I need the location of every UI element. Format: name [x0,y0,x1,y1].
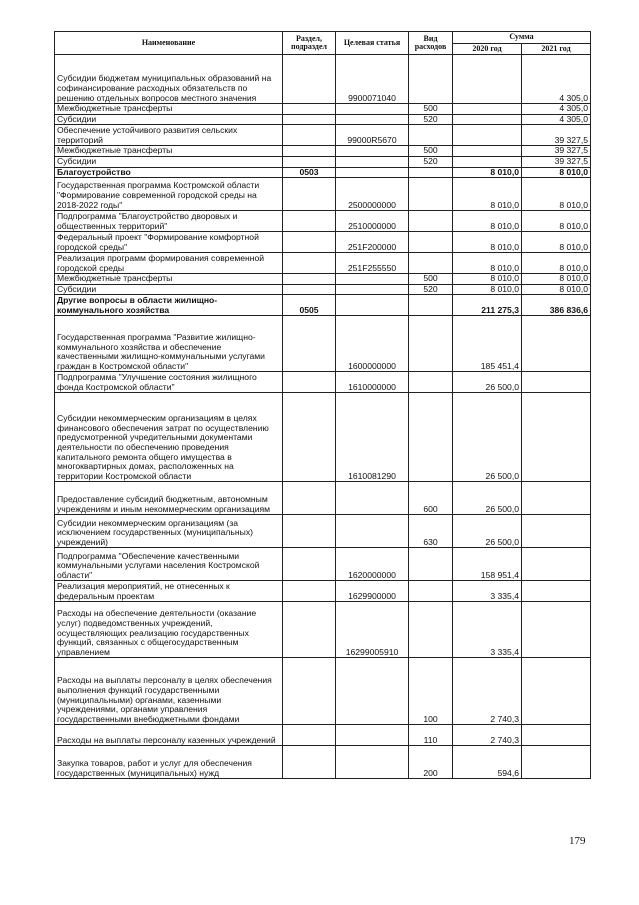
header-kind: Вид расходов [409,32,453,55]
row-target [336,658,409,725]
row-sum-2020 [453,104,522,115]
row-sum-2021: 39 327,5 [522,156,591,167]
row-target: 2510000000 [336,211,409,232]
row-section [283,146,336,157]
row-name: Субсидии бюджетам муниципальных образований на софинансирование расходных обязательств по решению отдельных вопросов местного значения [55,55,283,104]
row-target: 1620000000 [336,548,409,581]
row-name: Закупка товаров, работ и услуг для обеспечения государственных (муниципальных) нужд [55,746,283,779]
row-sum-2020 [453,125,522,146]
row-name: Подпрограмма "Благоустройство дворовых и общественных территорий" [55,211,283,232]
row-sum-2020: 26 500,0 [453,393,522,482]
row-target: 9900071040 [336,55,409,104]
row-sum-2020: 8 010,0 [453,232,522,253]
header-target: Целевая статья [336,32,409,55]
header-name: Наименование [55,32,283,55]
row-sum-2021: 4 305,0 [522,114,591,125]
row-kind: 600 [409,482,453,515]
row-sum-2021: 8 010,0 [522,167,591,178]
table-row [55,295,591,316]
row-kind: 110 [409,725,453,746]
header-year-2020: 2020 год [453,43,522,55]
row-target [336,167,409,178]
table-row [55,146,591,157]
table-row [55,658,591,725]
row-sum-2020: 594,6 [453,746,522,779]
row-sum-2021 [522,746,591,779]
row-sum-2021 [522,581,591,602]
row-sum-2021 [522,482,591,515]
row-kind [409,253,453,274]
row-section [283,104,336,115]
row-target: 251F200000 [336,232,409,253]
table-row [55,232,591,253]
row-sum-2021: 39 327,5 [522,125,591,146]
header-section: Раздел, подраздел [283,32,336,55]
budget-table [54,31,591,779]
row-name: Субсидии [55,114,283,125]
row-sum-2021 [522,548,591,581]
row-name: Межбюджетные трансферты [55,146,283,157]
row-kind: 520 [409,114,453,125]
row-section [283,602,336,658]
row-section [283,515,336,548]
header-year-2021: 2021 год [522,43,591,55]
row-name: Подпрограмма "Улучшение состояния жилищного фонда Костромской области" [55,372,283,393]
table-row [55,211,591,232]
table-row [55,114,591,125]
row-sum-2021: 4 305,0 [522,55,591,104]
row-sum-2021 [522,658,591,725]
row-sum-2020: 185 451,4 [453,316,522,372]
row-kind [409,581,453,602]
row-name: Другие вопросы в области жилищно-коммунального хозяйства [55,295,283,316]
row-target [336,284,409,295]
row-target [336,156,409,167]
row-section [283,125,336,146]
row-name: Межбюджетные трансферты [55,104,283,115]
row-sum-2020: 26 500,0 [453,515,522,548]
row-section [283,156,336,167]
row-sum-2020: 8 010,0 [453,284,522,295]
row-section [283,316,336,372]
row-target: 99000R5670 [336,125,409,146]
row-kind: 520 [409,284,453,295]
row-target [336,295,409,316]
row-sum-2021 [522,316,591,372]
row-section [283,372,336,393]
row-name: Межбюджетные трансферты [55,274,283,285]
header-sum: Сумма [453,32,591,44]
row-sum-2021 [522,725,591,746]
row-kind [409,125,453,146]
table-row [55,125,591,146]
row-sum-2021 [522,372,591,393]
row-section [283,55,336,104]
row-sum-2021: 8 010,0 [522,232,591,253]
table-row [55,316,591,372]
row-section [283,746,336,779]
row-sum-2020 [453,114,522,125]
row-target [336,146,409,157]
row-name: Расходы на выплаты персоналу казенных учреждений [55,725,283,746]
table-row [55,274,591,285]
row-sum-2020: 211 275,3 [453,295,522,316]
table-row [55,725,591,746]
row-sum-2020 [453,156,522,167]
row-kind [409,55,453,104]
row-section [283,393,336,482]
row-kind [409,178,453,211]
row-section [283,658,336,725]
row-target [336,725,409,746]
row-sum-2021 [522,602,591,658]
row-sum-2020: 8 010,0 [453,178,522,211]
row-name: Субсидии некоммерческим организациям (за исключением государственных (муниципальных) учреждений) [55,515,283,548]
table-row [55,167,591,178]
row-section: 0503 [283,167,336,178]
row-section [283,482,336,515]
row-sum-2020: 3 335,4 [453,602,522,658]
page-number: 179 [569,835,586,847]
row-sum-2021: 386 836,6 [522,295,591,316]
row-kind: 630 [409,515,453,548]
row-sum-2020: 26 500,0 [453,482,522,515]
table-row [55,581,591,602]
row-name: Субсидии [55,156,283,167]
table-row [55,393,591,482]
table-row [55,104,591,115]
row-section [283,253,336,274]
row-section [283,284,336,295]
table-row [55,548,591,581]
row-sum-2021: 8 010,0 [522,178,591,211]
row-target: 1610081290 [336,393,409,482]
row-sum-2020: 3 335,4 [453,581,522,602]
row-sum-2020: 8 010,0 [453,167,522,178]
row-section [283,725,336,746]
row-sum-2021 [522,393,591,482]
row-name: Расходы на выплаты персоналу в целях обеспечения выполнения функций государственными (муниципальными) органами, казенными учреждениями, органами управления государственными внебюджетными фондами [55,658,283,725]
table-body [55,55,591,779]
row-kind [409,316,453,372]
row-kind: 200 [409,746,453,779]
table-row [55,253,591,274]
row-kind: 520 [409,156,453,167]
row-kind: 500 [409,274,453,285]
row-sum-2021: 4 305,0 [522,104,591,115]
table-row [55,372,591,393]
row-kind [409,295,453,316]
row-name: Государственная программа "Развитие жилищно-коммунального хозяйства и обеспечение качественными жилищно-коммунальными услугами граждан в Костромской области" [55,316,283,372]
row-kind [409,393,453,482]
row-target [336,515,409,548]
row-target [336,104,409,115]
row-sum-2021 [522,515,591,548]
row-sum-2021: 8 010,0 [522,211,591,232]
row-target [336,746,409,779]
row-name: Реализация мероприятий, не отнесенных к федеральным проектам [55,581,283,602]
row-target: 1610000000 [336,372,409,393]
row-sum-2021: 39 327,5 [522,146,591,157]
row-name: Предоставление субсидий бюджетным, автономным учреждениям и иным некоммерческим организациям [55,482,283,515]
row-sum-2021: 8 010,0 [522,253,591,274]
row-sum-2021: 8 010,0 [522,274,591,285]
row-target: 2500000000 [336,178,409,211]
table-row [55,55,591,104]
row-sum-2020: 8 010,0 [453,274,522,285]
row-section [283,581,336,602]
table-row [55,156,591,167]
row-sum-2020: 8 010,0 [453,253,522,274]
row-section [283,178,336,211]
row-name: Субсидии [55,284,283,295]
table-row [55,482,591,515]
row-kind [409,167,453,178]
row-target [336,114,409,125]
table-row [55,284,591,295]
row-section: 0505 [283,295,336,316]
row-name: Реализация программ формирования современной городской среды [55,253,283,274]
row-target: 1600000000 [336,316,409,372]
row-kind: 500 [409,146,453,157]
row-name: Федеральный проект "Формирование комфортной городской среды" [55,232,283,253]
row-name: Подпрограмма "Обеспечение качественными коммунальными услугами населения Костромской области" [55,548,283,581]
row-target: 251F255550 [336,253,409,274]
row-sum-2021: 8 010,0 [522,284,591,295]
row-kind [409,372,453,393]
row-target [336,274,409,285]
table-row [55,746,591,779]
table-row [55,515,591,548]
row-sum-2020 [453,146,522,157]
row-kind [409,548,453,581]
row-section [283,114,336,125]
row-sum-2020: 8 010,0 [453,211,522,232]
row-kind [409,211,453,232]
row-kind [409,602,453,658]
row-kind [409,232,453,253]
table-row [55,178,591,211]
row-section [283,211,336,232]
row-name: Субсидии некоммерческим организациям в целях финансового обеспечения затрат по осуществлению предусмотренной учредительными документами деятельности по обеспечению проведения капитального ремонта общего имущества в многоквартирных домах, расположенных на территории Костромской области [55,393,283,482]
table-row [55,602,591,658]
row-kind: 100 [409,658,453,725]
row-sum-2020: 26 500,0 [453,372,522,393]
row-kind: 500 [409,104,453,115]
row-section [283,274,336,285]
row-sum-2020 [453,55,522,104]
row-name: Расходы на обеспечение деятельности (оказание услуг) подведомственных учреждений, осуществляющих реализацию государственных функций, связанных с общегосударственным управлением [55,602,283,658]
row-section [283,232,336,253]
row-target [336,482,409,515]
row-section [283,548,336,581]
row-name: Государственная программа Костромской области "Формирование современной городской среды на 2018-2022 годы" [55,178,283,211]
row-target: 1629900000 [336,581,409,602]
row-name: Благоустройство [55,167,283,178]
row-sum-2020: 158 951,4 [453,548,522,581]
row-target: 16299005910 [336,602,409,658]
row-sum-2020: 2 740,3 [453,658,522,725]
row-sum-2020: 2 740,3 [453,725,522,746]
row-name: Обеспечение устойчивого развития сельских территорий [55,125,283,146]
